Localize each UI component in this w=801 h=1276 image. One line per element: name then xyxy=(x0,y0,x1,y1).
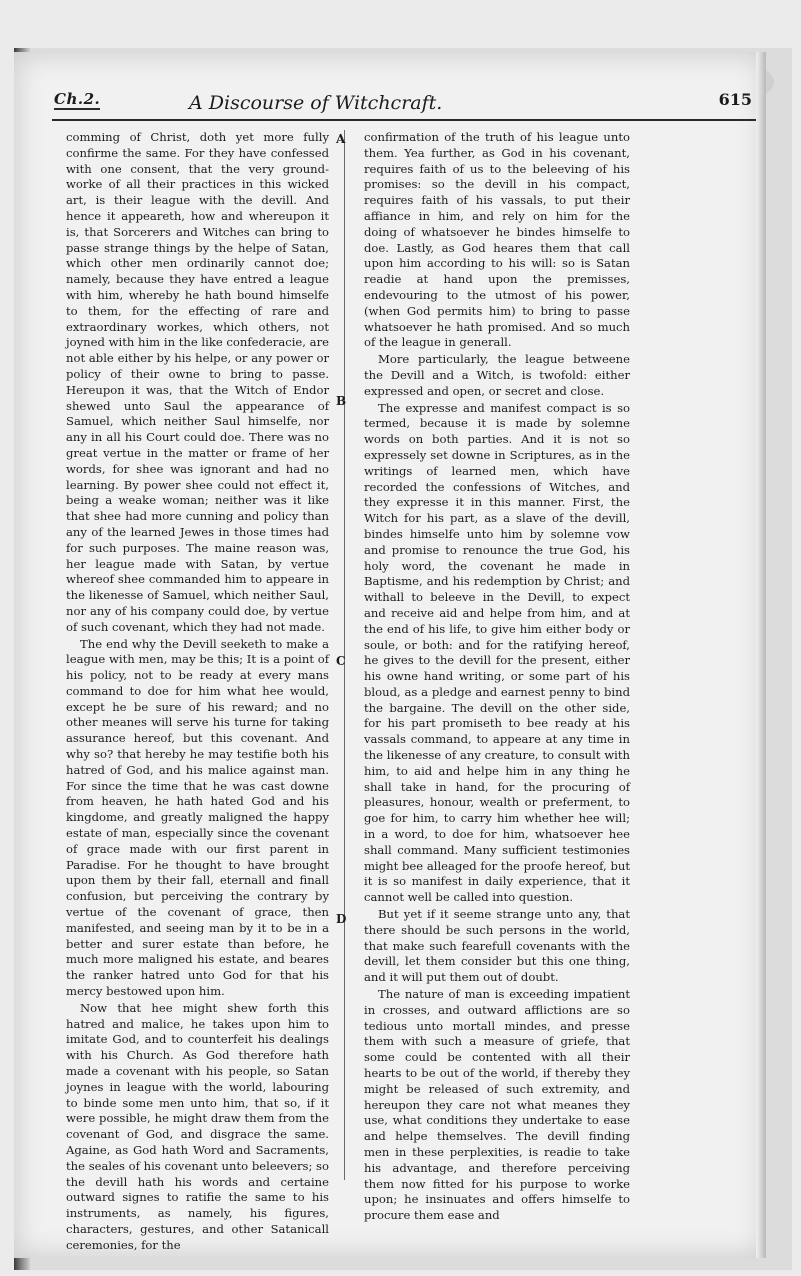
page xyxy=(14,52,766,1258)
paragraph: More particularly, the league betweene the Devill and a Witch, is twofold: either expressed and open, or secret and close. xyxy=(364,352,630,398)
running-title: A Discourse of Witchcraft. xyxy=(189,92,443,114)
paragraph: The nature of man is exceeding impatient in crosses, and outward afflictions are so tedious unto mortall mindes, and presse them with such a measure of griefe, that some could be contented with all their hearts to be out of the world, if thereby they might be released of such extremity, and hereupon they care not what meanes they use, what conditions they undertake to ease and helpe themselves. The devill finding men in these perplexities, is readie to take his advantage, and therefore perceiving them now fitted for his purpose to worke upon; he insinuates and offers himselfe to procure them ease and xyxy=(364,987,630,1223)
page-edge xyxy=(756,52,766,1258)
margin-letter-c: C xyxy=(336,654,346,668)
paragraph: The end why the Devill seeketh to make a league with men, may be this; It is a point of his policy, not to be ready at every mans command to doe for him what hee would, except he be sure of his reward; and no other meanes will serve his turne for taking assurance hereof, but this covenant. And why so? that hereby he may testifie both his hatred of God, and his malice against man. For since the time that he was cast downe from heaven, he hath hated God and his kingdome, and greatly maligned the happy estate of man, especially since the covenant of grace made with our first parent in Paradise. For he thought to have brought upon them by their fall, eternall and finall confusion, but perceiving the contrary by vertue of the covenant of grace, then manifested, and seeing man by it to be in a better and surer estate than before, he much more maligned his estate, and beares the ranker hatred unto God for that his mercy bestowed upon him. xyxy=(66,636,329,999)
paragraph: The expresse and manifest compact is so termed, because it is made by solemne words on both parties. And it is not so expressely set downe in Scriptures, as in the writings of learned men, which have recorded the confessions of Witches, and they expresse it in this manner. First, the Witch for his part, as a slave of the devill, bindes himselfe unto him by solemne vow and promise to renounce the true God, his holy word, the covenant he made in Baptisme, and his redemption by Christ; and withall to beleeve in the Devill, to expect and receive aid and helpe from him, and at the end of his life, to give him either body or soule, or both: and for the ratifying hereof, he gives to the devill for the present, either his owne hand writing, or some part of his bloud, as a pledge and earnest penny to bind the bargaine. The devill on the other side, for his part promiseth to bee ready at his vassals command, to appeare at any time in the likenesse of any creature, to consult with him, to aid and helpe him in any thing he shall take in hand, for the procuring of pleasures, honour, wealth or preferment, to goe for him, to carry him whether hee will; in a word, to doe for him, whatsoever hee shall command. Many sufficient testimonies might bee alleaged for the proofe hereof, but it is so manifest in daily experience, that it cannot well be called into question. xyxy=(364,400,630,905)
left-column xyxy=(66,130,329,1254)
paragraph: confirmation of the truth of his league unto them. Yea further, as God in his covenant, requires faith of us to the beleeving of his promises: so the devill in his compact, requires faith of his vassals, to put their affiance in him, and rely on him for the doing of whatsoever he bindes himselfe to doe. Lastly, as God heares them that call upon him according to his will: so is Satan readie at hand upon the premisses, endevouring to the utmost of his power, (when God permits him) to bring to passe whatsoever he hath promised. And so much of the league in generall. xyxy=(364,130,630,350)
margin-letter-a: A xyxy=(336,132,346,146)
margin-letter-d: D xyxy=(336,912,347,926)
margin-letter-b: B xyxy=(336,394,347,408)
right-column xyxy=(364,130,630,1224)
paragraph: But yet if it seeme strange unto any, that there should be such persons in the world, that make such fearefull covenants with the devill, let them consider but this one thing, and it will put them out of doubt. xyxy=(364,907,630,985)
chapter-label: Ch.2. xyxy=(54,90,101,108)
paragraph: comming of Christ, doth yet more fully confirme the same. For they have confessed with one consent, that the very ground-worke of all their practices in this wicked art, is their league with the devill. And hence it appeareth, how and whereupon it is, that Sorcerers and Witches can bring to passe strange things by the helpe of Satan, which other men ordinarily cannot doe; namely, because they have entred a league with him, whereby he hath bound himselfe to them, for the effecting of rare and extraordinary workes, which others, not joyned with him in the like confederacie, are not able either by his helpe, or any power or policy of their owne to bring to passe. Hereupon it was, that the Witch of Endor shewed unto Saul the appearance of Samuel, which neither Saul himselfe, nor any in all his Court could doe. There was no great vertue in the matter or frame of her words, for shee was ignorant and had no learning. By power shee could not effect it, being a weake woman; neither was it like that shee had more cunning and policy than any of the learned Jewes in those times had for such purposes. The maine reason was, her league made with Satan, by vertue whereof shee commanded him to appeare in the likenesse of Samuel, which neither Saul, nor any of his company could doe, by vertue of such covenant, which they had not made. xyxy=(66,130,329,634)
page-number: 615 xyxy=(718,90,752,109)
header-rule xyxy=(52,119,756,121)
paragraph: Now that hee might shew forth this hatred and malice, he takes upon him to imitate God, and to counterfeit his dealings with his Church. As God therefore hath made a covenant with his people, so Satan joynes in league with the world, labouring to binde some men unto him, that so, if it were possible, he might draw them from the covenant of God, and disgrace the same. Againe, as God hath Word and Sacraments, the seales of his covenant unto beleevers; so the devill hath his words and certaine outward signes to ratifie the same to his instruments, as namely, his figures, characters, gestures, and other Satanicall ceremonies, for the xyxy=(66,1000,329,1252)
